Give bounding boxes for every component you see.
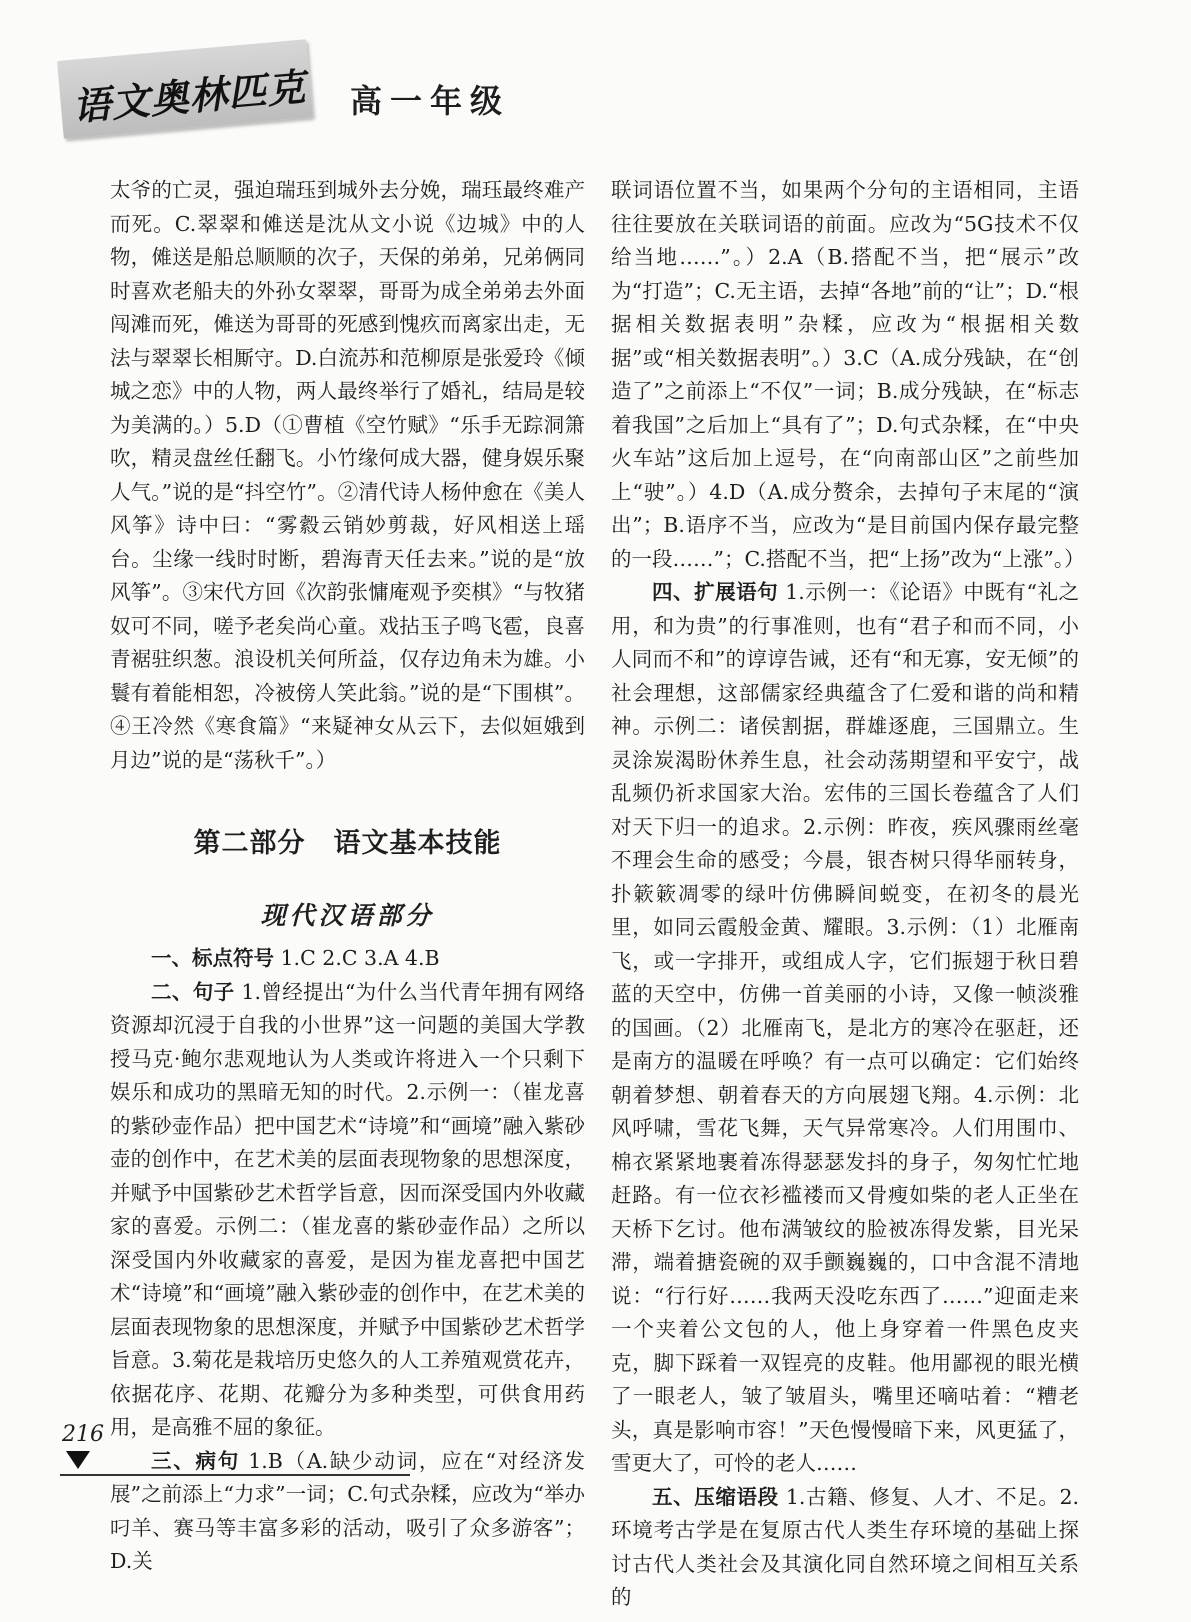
section-expand-sentences bbox=[611, 576, 1079, 1481]
right-paragraph-1: 联词语位置不当，如果两个分句的主语相同，主语往往要放在关联词语的前面。应改为“5G技术不仅给当地……”。）2.A（B.搭配不当，把“展示”改为“打造”；C.无主语，去掉“各地”前的“让”；D.“根据相关数据表明”杂糅，应改为“根据相关数据”或“相关数据表明”。）3.C（A.成分残缺，在“创造了”之前添上“不仅”一词；B.成分残缺，在“标志着我国”之后加上“具有了”；D.句式杂糅，在“中央火车站”这后加上逗号，在“向南部山区”之前些加上“驶”。）4.D（A.成分赘余，去掉句子末尾的“演出”；B.语序不当，应改为“是目前国内保存最完整的一段……”；C.搭配不当，把“上扬”改为“上涨”。） bbox=[611, 178, 1085, 571]
footer-arrow-icon bbox=[66, 1451, 90, 1469]
section-label: 五、压缩语段 bbox=[652, 1484, 779, 1509]
section-text: 1.曾经提出“为什么当代青年拥有网络资源却沉浸于自我的小世界”这一问题的美国大学教授马克·鲍尔悲观地认为人类或许将进入一个只剩下娱乐和成功的黑暗无知的时代。2.示例一：（崔龙喜的紫砂壶作品）把中国艺术“诗境”和“画境”融入紫砂壶的创作中，在艺术美的层面表现物象的思想深度，并赋予中国紫砂艺术哲学旨意，因而深受国内外收藏家的喜爱。示例二：（崔龙喜的紫砂壶作品）之所以深受国内外收藏家的喜爱，是因为崔龙喜把中国艺术“诗境”和“画境”融入紫砂壶的创作中，在艺术美的层面表现物象的思想深度，并赋予中国紫砂艺术哲学旨意。3.菊花是栽培历史悠久的人工养殖观赏花卉，依据花序、花期、花瓣分为多种类型，可供食用药用，是高雅不屈的象征。 bbox=[110, 979, 585, 1439]
section-compress-passage bbox=[611, 1481, 1079, 1615]
part-title: 第二部分 语文基本技能 bbox=[193, 828, 502, 859]
section-text: 1.B（A.缺少动词，应在“对经济发展”之前添上“力求”一词；C.句式杂糅，应改为“举办叼羊、赛马等丰富多彩的活动，吸引了众多游客”；D.关 bbox=[110, 1448, 585, 1573]
left-paragraph-1: 太爷的亡灵，强迫瑞珏到城外去分娩，瑞珏最终难产而死。C.翠翠和傩送是沈从文小说《边城》中的人物，傩送是船总顺顺的次子，天保的弟弟，兄弟俩同时喜欢老船夫的外孙女翠翠，哥哥为成全弟弟去外面闯滩而死，傩送为哥哥的死感到愧疚而离家出走，无法与翠翠长相厮守。D.白流苏和范柳原是张爱玲《倾城之恋》中的人物，两人最终举行了婚礼，结局是较为美满的。）5.D（①曹植《空竹赋》“乐手无踪洞箫吹，精灵盘丝任翻飞。小竹缘何成大器，健身娱乐聚人气。”说的是“抖空竹”。②清代诗人杨仲愈在《美人风筝》诗中曰：“雾縠云销妙剪裁，好风相送上瑶台。尘缘一线时时断，碧海青天任去来。”说的是“放风筝”。③宋代方回《次韵张慵庵观予奕棋》“与牧猪奴可不同，嗟予老矣尚心童。戏拈玉子鸣飞雹，良喜青裾驻织葱。浪设机关何所益，仅存边角未为雄。小鬟有着能相恕，冷被傍人笑此翁。”说的是“下围棋”。④王冷然《寒食篇》“来疑神女从云下，去似姮娥到月边”说的是“荡秋千”。） bbox=[110, 178, 585, 772]
section-text: 1.示例一：《论语》中既有“礼之用，和为贵”的行事准则，也有“君子和而不同，小人同而不和”的谆谆告诫，还有“和无寡，安无倾”的社会理想，这部儒家经典蕴含了仁爱和谐的尚和精神。示例二：诸侯割据，群雄逐鹿，三国鼎立。生灵涂炭渴盼休养生息，社会动荡期望和平安宁，战乱频仍祈求国家大治。宏伟的三国长卷蕴含了人们对天下归一的追求。2.示例：昨夜，疾风骤雨丝毫不理会生命的感受；今晨，银杏树只得华丽转身，扑簌簌凋零的绿叶仿佛瞬间蜕变，在初冬的晨光里，如同云霞般金黄、耀眼。3.示例：（1）北雁南飞，或一字排开，或组成人字，它们振翅于秋日碧蓝的天空中，仿佛一首美丽的小诗，又像一帧淡雅的国画。（2）北雁南飞，是北方的寒冷在驱赶，还是南方的温暖在呼唤？有一点可以确定：它们始终朝着梦想、朝着春天的方向展翅飞翔。4.示例：北风呼啸，雪花飞舞，天气异常寒冷。人们用围巾、棉衣紧紧地裹着冻得瑟瑟发抖的身子，匆匆忙忙地赶路。有一位衣衫褴褛而又骨瘦如柴的老人正坐在天桥下乞讨。他布满皱纹的脸被冻得发紫，目光呆滞，端着搪瓷碗的双手颤巍巍的，口中含混不清地说：“行行好……我两天没吃东西了……”迎面走来一个夹着公文包的人，他上身穿着一件黑色皮夹克，脚下踩着一双锃亮的皮鞋。他用鄙视的眼光横了一眼老人，皱了皱眉头，嘴里还嘀咕着：“糟老头，真是影响市容！”天色慢慢暗下来，风更猛了，雪更大了，可怜的老人…… bbox=[611, 580, 1079, 1475]
section-faulty-sentences bbox=[110, 1445, 585, 1579]
section-text: 1.C 2.C 3.A 4.B bbox=[274, 946, 440, 970]
right-column bbox=[611, 174, 1085, 1615]
section-punctuation bbox=[110, 942, 585, 976]
page-number: 216 bbox=[62, 1422, 104, 1447]
section-text: 1.古籍、修复、人才、不足。2.环境考古学是在复原古代人类生存环境的基础上探讨古代人类社会及其演化同自然环境之间相互关系的 bbox=[611, 1484, 1080, 1609]
header-grade: 高一年级 bbox=[350, 82, 511, 120]
section-label: 四、扩展语句 bbox=[652, 580, 779, 604]
section-label: 一、标点符号 bbox=[151, 946, 274, 970]
footer-rule bbox=[60, 1474, 410, 1476]
sub-title: 现代汉语部分 bbox=[260, 901, 435, 930]
section-label: 二、句子 bbox=[151, 979, 235, 1004]
left-column bbox=[110, 174, 585, 1579]
section-sentences bbox=[110, 976, 585, 1445]
header-badge-text: 语文奥林匹克 bbox=[70, 64, 308, 130]
section-label: 三、病句 bbox=[151, 1448, 240, 1473]
